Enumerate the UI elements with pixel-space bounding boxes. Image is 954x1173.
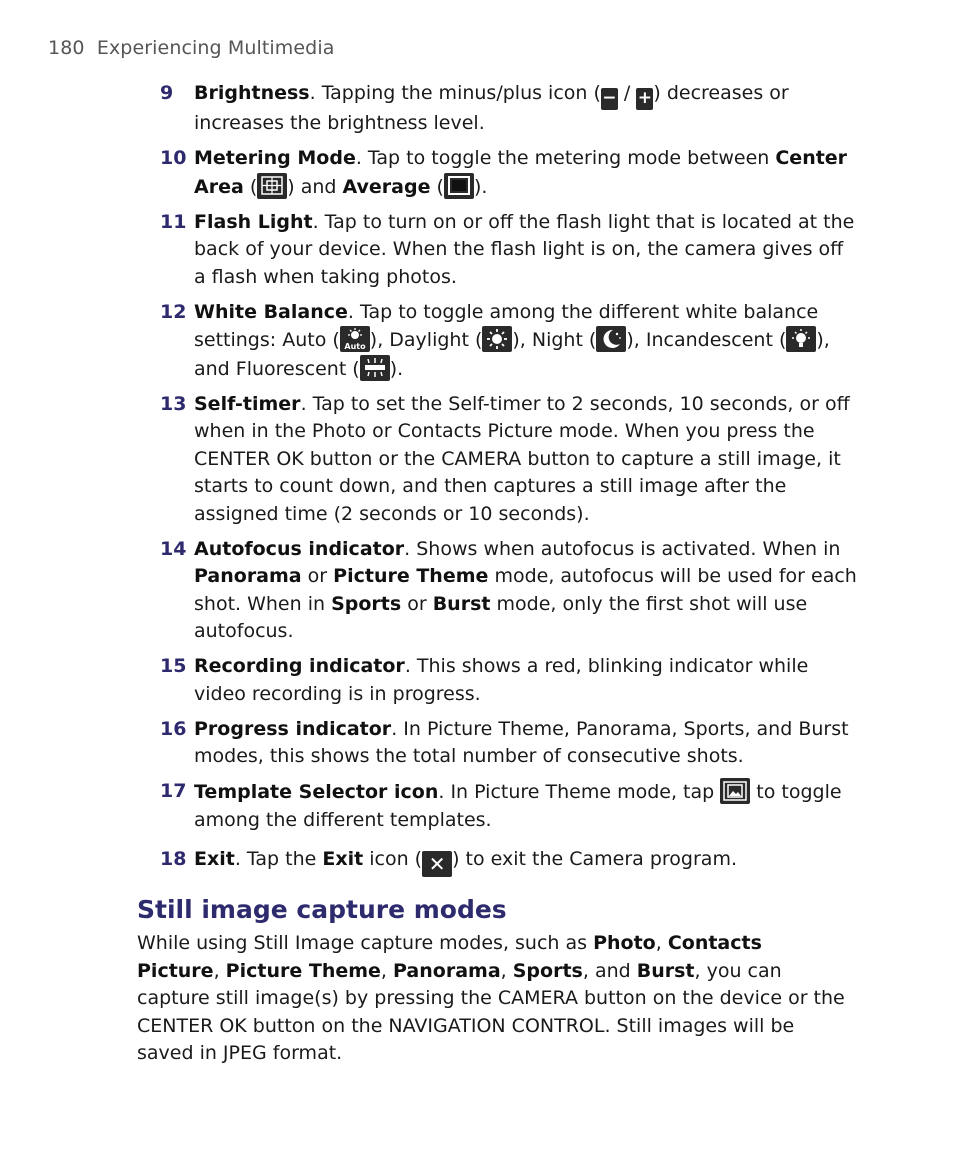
- paragraph-bold: Photo: [593, 932, 656, 954]
- paragraph-text: , you can capture still image(s) by pressing the CAMERA button on the device or the CENTER OK button on the NAVIGATION CONTROL. Still images will be saved in JPEG format.: [137, 959, 845, 1064]
- item-number: 13: [160, 392, 187, 415]
- paragraph-bold: Panorama: [393, 959, 501, 982]
- item-text: . Tap the: [234, 848, 323, 870]
- item-text: or: [301, 565, 334, 587]
- exit-icon: ✕: [422, 851, 452, 877]
- item-term: Brightness: [194, 82, 310, 104]
- item-bold: Center Area: [194, 147, 848, 198]
- item-bold: Panorama: [194, 565, 302, 587]
- item-text: ) to exit the Camera program.: [452, 848, 737, 870]
- item-text: ), Night (: [512, 329, 597, 351]
- item-number: 18: [160, 848, 187, 870]
- item-text: . In Picture Theme, Panorama, Sports, and Burst modes, this shows the total number of consecutive shots.: [194, 717, 849, 767]
- item-text: . Tap to toggle among the different white balance settings: Auto (: [194, 300, 819, 351]
- auto-white-balance-icon: [340, 326, 370, 352]
- item-number: 11: [160, 210, 187, 233]
- item-bold: Sports: [331, 592, 402, 615]
- paragraph-text: ,: [655, 932, 668, 954]
- list-item: [160, 299, 860, 384]
- item-text: . Tap to toggle the metering mode between: [355, 147, 776, 169]
- item-text: (: [430, 175, 444, 198]
- paragraph-text: ,: [213, 959, 226, 982]
- numbered-list: [160, 80, 860, 885]
- item-text: ), and Fluorescent (: [194, 329, 830, 380]
- section-heading: Still image capture modes: [137, 895, 507, 924]
- item-number: 12: [160, 300, 187, 323]
- item-text: . This shows a red, blinking indicator while video recording is in progress.: [194, 655, 809, 705]
- night-icon: [596, 326, 626, 352]
- item-number: 10: [160, 147, 187, 169]
- item-number: 14: [160, 537, 187, 560]
- item-term: Autofocus indicator: [194, 537, 405, 560]
- item-term: Exit: [194, 848, 235, 870]
- auto-icon-label: Auto: [344, 342, 366, 351]
- paragraph-text: ,: [500, 959, 513, 982]
- template-selector-icon: [720, 778, 750, 804]
- item-text: /: [617, 82, 637, 104]
- item-term: Recording indicator: [194, 655, 405, 677]
- item-number: 9: [160, 82, 174, 104]
- minus-icon: −: [602, 88, 617, 108]
- item-bold: Average: [342, 175, 431, 198]
- item-number: 15: [160, 655, 187, 677]
- list-item: [160, 778, 860, 834]
- page-number: 180: [48, 37, 85, 59]
- item-term: Self-timer: [194, 392, 301, 415]
- paragraph-bold: Sports: [512, 959, 583, 982]
- paragraph-bold: Contacts Picture: [137, 932, 762, 982]
- paragraph-text: While using Still Image capture modes, such as: [137, 932, 594, 954]
- item-text: . Tapping the minus/plus icon (: [309, 82, 601, 104]
- item-term: Progress indicator: [194, 717, 392, 740]
- item-text: . Tap to turn on or off the flash light that is located at the back of your device. When the flash light is on, the camera gives off a flash when taking photos.: [194, 210, 855, 288]
- list-item: [160, 846, 860, 877]
- item-text: (: [243, 175, 258, 198]
- paragraph-text: , and: [582, 959, 637, 982]
- incandescent-icon: [786, 326, 816, 352]
- item-text: to toggle among the different templates.: [194, 781, 842, 831]
- item-text: or: [401, 592, 433, 615]
- item-term: Metering Mode: [194, 147, 356, 169]
- item-text: ) decreases or increases the brightness level.: [194, 82, 789, 134]
- list-item: [160, 80, 860, 138]
- list-item: [160, 716, 860, 771]
- section-paragraph: [137, 930, 849, 1068]
- list-item: [160, 209, 860, 292]
- item-text: mode, only the first shot will use autofocus.: [194, 592, 808, 642]
- item-term: Flash Light: [194, 210, 313, 233]
- item-text: . Shows when autofocus is activated. When in: [404, 537, 841, 560]
- list-item: [160, 653, 860, 708]
- item-bold: Exit: [322, 848, 364, 870]
- item-text: ), Daylight (: [369, 329, 483, 351]
- chapter-title: Experiencing Multimedia: [96, 37, 335, 59]
- page-header: [48, 37, 334, 59]
- paragraph-bold: Picture Theme: [225, 959, 381, 982]
- fluorescent-icon: [360, 355, 390, 381]
- list-item: [160, 536, 860, 646]
- item-text: ).: [473, 175, 488, 198]
- item-text: ), Incandescent (: [626, 329, 787, 351]
- item-term: White Balance: [194, 300, 348, 323]
- center-area-icon: [257, 173, 287, 199]
- plus-icon: +: [637, 88, 652, 108]
- daylight-icon: [482, 326, 512, 352]
- list-item: [160, 391, 860, 529]
- item-text: . In Picture Theme mode, tap: [438, 781, 721, 803]
- item-number: 16: [160, 717, 187, 740]
- average-icon: [444, 173, 474, 199]
- item-text: ).: [389, 357, 404, 380]
- item-bold: Burst: [432, 592, 491, 615]
- item-text: . Tap to set the Self-timer to 2 seconds, 10 seconds, or off when in the Photo or Contacts Picture mode. When you press the CENTER OK button or the CAMERA button to capture a still image, it starts to count down, and then captures a still image after the assigned time (2 seconds or 10 seconds).: [194, 392, 850, 525]
- item-number: 17: [160, 780, 187, 802]
- item-text: icon (: [363, 848, 423, 870]
- item-text: mode, autofocus will be used for each shot. When in: [194, 565, 857, 615]
- paragraph-bold: Burst: [636, 959, 695, 982]
- list-item: [160, 145, 860, 201]
- item-term: Template Selector icon: [194, 781, 439, 803]
- item-bold: Picture Theme: [333, 565, 489, 587]
- item-text: ) and: [287, 175, 343, 198]
- paragraph-text: ,: [380, 959, 394, 982]
